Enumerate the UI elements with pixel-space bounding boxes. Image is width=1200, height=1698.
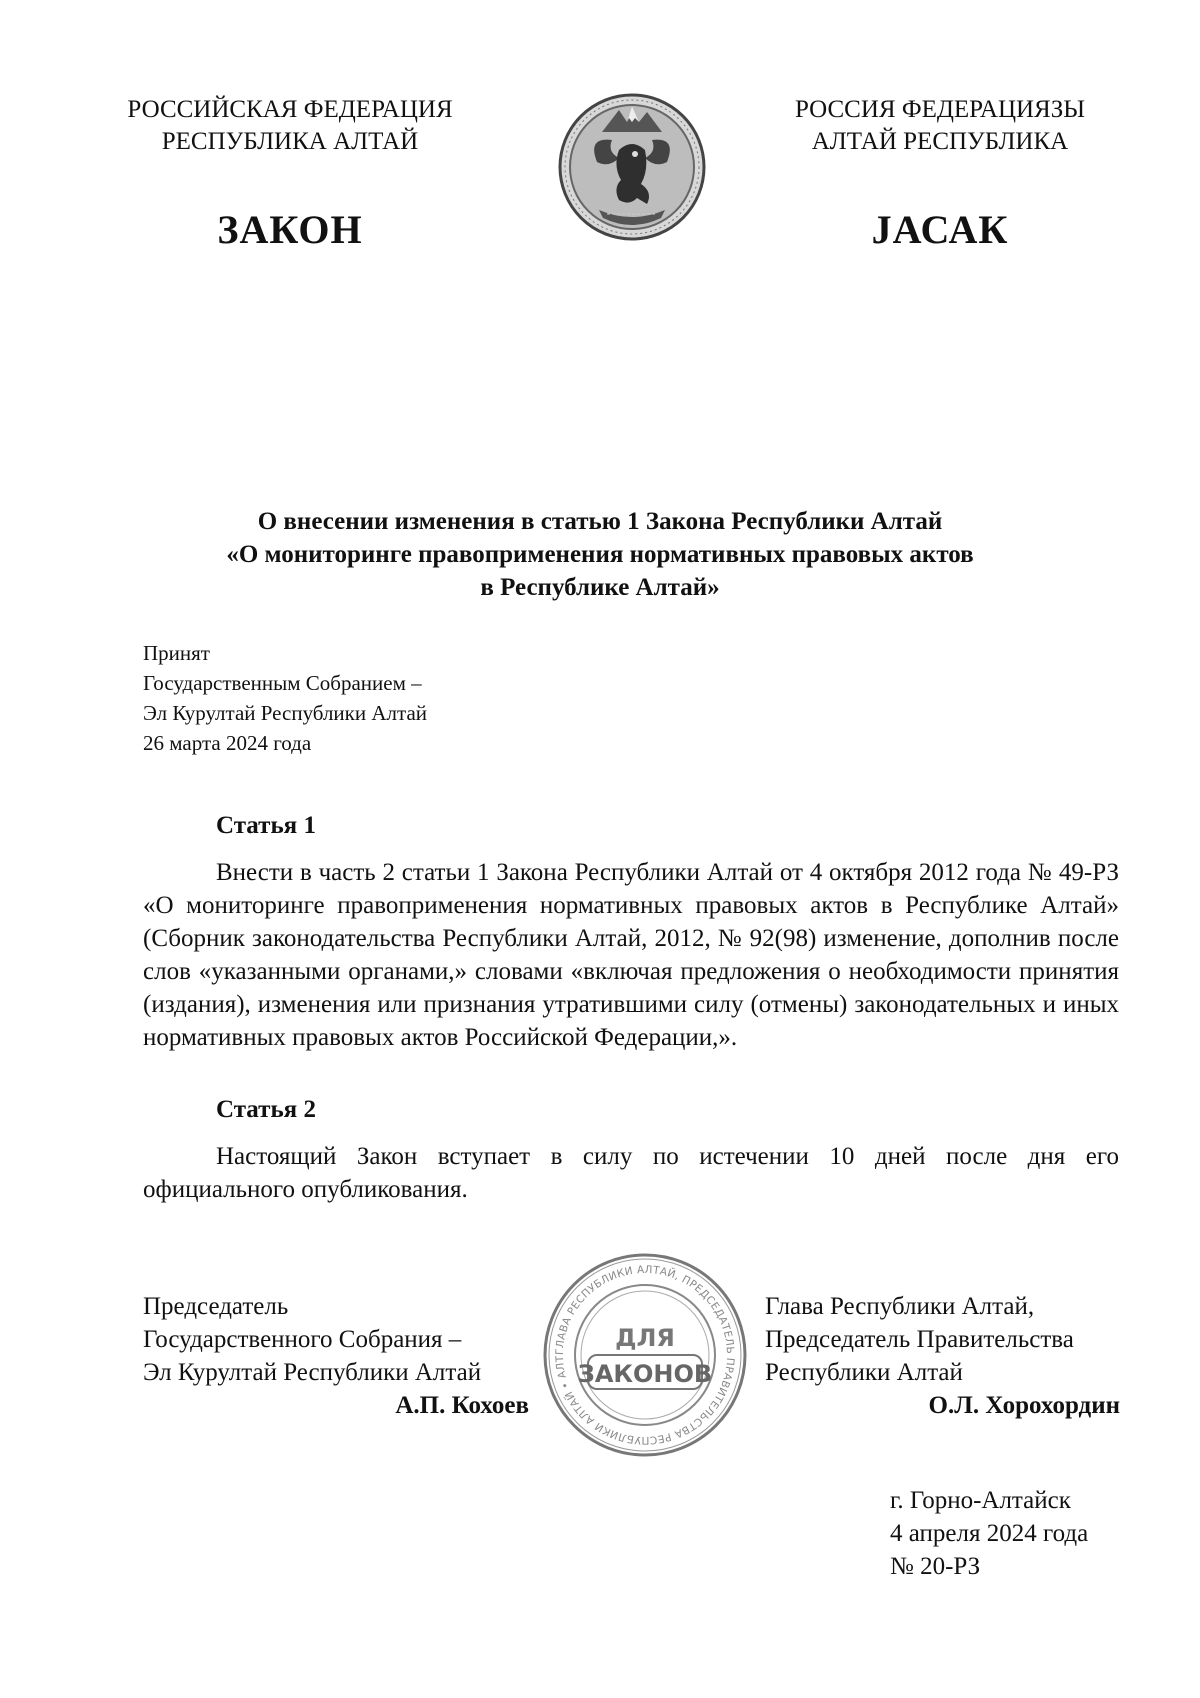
law-title-alt: JАСАК bbox=[871, 207, 1009, 252]
signature-left-line-3: Эл Курултай Республики Алтай bbox=[143, 1359, 482, 1386]
signature-right-line-1: Глава Республики Алтай, bbox=[765, 1293, 1035, 1320]
law-subject-title bbox=[140, 505, 1060, 604]
signature-right-name: О.Л. Хорохордин bbox=[928, 1392, 1120, 1419]
stamp-center-bottom: ЗАКОНОВ bbox=[577, 1360, 713, 1388]
title-line-3: в Республике Алтай» bbox=[480, 574, 720, 601]
article-1-heading: Статья 1 bbox=[216, 812, 316, 839]
adoption-note bbox=[143, 638, 427, 758]
adoption-line-3: Эл Курултай Республики Алтай bbox=[143, 701, 428, 725]
official-stamp-icon bbox=[540, 1250, 750, 1460]
signature-right-line-2: Председатель Правительства bbox=[765, 1326, 1074, 1353]
header-right-line-2: АЛТАЙ РЕСПУБЛИКА bbox=[811, 128, 1069, 155]
signature-right-block bbox=[765, 1290, 1125, 1422]
header-left-line-1: РОССИЙСКАЯ ФЕДЕРАЦИЯ bbox=[127, 96, 453, 123]
header-left-line-2: РЕСПУБЛИКА АЛТАЙ bbox=[161, 128, 419, 155]
stamp-center-top: ДЛЯ bbox=[615, 1324, 675, 1352]
header-right-line-1: РОССИЯ ФЕДЕРАЦИЯЗЫ bbox=[794, 96, 1086, 123]
sign-date: 4 апреля 2024 года bbox=[890, 1520, 1089, 1547]
title-line-2: «О мониторинге правоприменения нормативных правовых актов bbox=[226, 541, 974, 568]
stamp-ring-text: ГЛАВА РЕСПУБЛИКИ АЛТАЙ, ПРЕДСЕДАТЕЛЬ ПРАВИТЕЛЬСТВА РЕСПУБЛИКИ АЛТАЙ • АЛТ bbox=[553, 1263, 737, 1447]
adoption-line-1: Принят bbox=[143, 641, 210, 665]
place-date-block bbox=[890, 1484, 1088, 1583]
law-number: № 20-РЗ bbox=[890, 1553, 981, 1580]
signature-left-line-2: Государственного Собрания – bbox=[143, 1326, 462, 1353]
header-right bbox=[740, 94, 1140, 158]
adoption-line-2: Государственным Собранием – bbox=[143, 671, 422, 695]
header-left bbox=[80, 94, 500, 158]
title-line-1: О внесении изменения в статью 1 Закона Республики Алтай bbox=[257, 508, 943, 535]
law-title-ru: ЗАКОН bbox=[217, 207, 363, 252]
article-1-text: Внести в часть 2 статьи 1 Закона Республики Алтай от 4 октября 2012 года № 49-РЗ «О мониторинге правоприменения нормативных правовых актов в Республике Алтай» (Сборник законодательства Республики Алтай, 2012, № 92(98) изменение, дополнив после слов «указанными органами,» словами «включая предложения о необходимости принятия (издания), изменения или признания утратившими силу (отмены) законодательных и иных нормативных правовых актов Российской Федерации,». bbox=[143, 859, 1119, 1051]
article-2-heading: Статья 2 bbox=[216, 1096, 316, 1123]
republic-altai-coat-of-arms-icon bbox=[557, 92, 707, 242]
place: г. Горно-Алтайск bbox=[890, 1487, 1071, 1514]
signature-left-name: А.П. Кохоев bbox=[395, 1392, 529, 1419]
signature-left-line-1: Председатель bbox=[143, 1293, 289, 1320]
signature-right-line-3: Республики Алтай bbox=[765, 1359, 963, 1386]
adoption-date: 26 марта 2024 года bbox=[143, 731, 312, 755]
signature-left-block bbox=[143, 1290, 543, 1422]
article-2-text: Настоящий Закон вступает в силу по истечении 10 дней после дня его официального опубликования. bbox=[143, 1143, 1119, 1203]
